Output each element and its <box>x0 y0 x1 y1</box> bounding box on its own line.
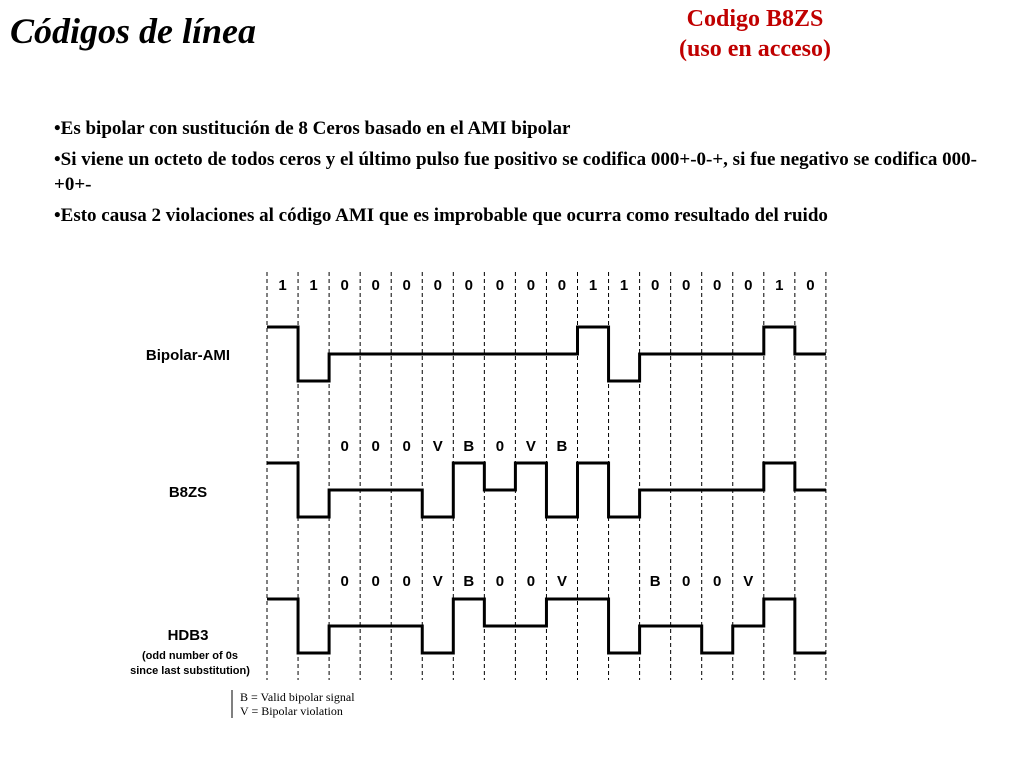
bit-label: 0 <box>526 277 536 294</box>
code-marker: V <box>743 573 754 590</box>
code-marker: 0 <box>402 573 411 590</box>
legend-item: V = Bipolar violation <box>240 704 343 718</box>
signal-sublabel: since last substitution) <box>130 665 250 677</box>
bit-label: 1 <box>588 277 598 294</box>
bit-label: 1 <box>619 277 629 294</box>
code-marker: 0 <box>682 573 691 590</box>
bit-label: 1 <box>309 277 318 294</box>
bit-label: 0 <box>682 277 691 294</box>
code-marker: V <box>556 573 567 590</box>
bullet-item: •Esto causa 2 violaciones al código AMI que es improbable que ocurra como resultado del ruido <box>54 205 828 226</box>
code-marker: 0 <box>713 573 722 590</box>
bit-label: 0 <box>340 277 349 294</box>
bit-label: 0 <box>464 277 473 294</box>
signal-label: B8ZS <box>168 484 208 501</box>
subtitle-line-1: Codigo B8ZS <box>686 6 824 32</box>
code-marker: V <box>432 573 443 590</box>
page-title: Códigos de línea <box>10 11 257 51</box>
bullet-item: •Si viene un octeto de todos ceros y el último pulso fue positivo se codifica 000+-0-+, si fue negativo se codifica 000-+0+- <box>54 149 978 195</box>
bit-label: 1 <box>278 277 287 294</box>
bit-label: 0 <box>713 277 722 294</box>
bit-label: 0 <box>557 277 567 294</box>
bit-label: 0 <box>495 277 505 294</box>
code-marker: B <box>463 573 475 590</box>
code-marker: 0 <box>495 438 505 455</box>
bit-label: 0 <box>744 277 753 294</box>
code-marker: V <box>432 438 443 455</box>
bit-label: 0 <box>371 277 380 294</box>
code-marker: V <box>525 438 536 455</box>
bit-label: 0 <box>433 277 442 294</box>
code-marker: 0 <box>371 438 380 455</box>
code-marker: 0 <box>495 573 505 590</box>
bullet-item: •Es bipolar con sustitución de 8 Ceros basado en el AMI bipolar <box>54 118 571 139</box>
code-marker: 0 <box>402 438 411 455</box>
code-marker: 0 <box>340 573 349 590</box>
signal-waveform <box>267 463 826 517</box>
code-marker: 0 <box>371 573 380 590</box>
signal-label: HDB3 <box>167 627 209 644</box>
code-marker: 0 <box>526 573 536 590</box>
legend-item: B = Valid bipolar signal <box>240 690 355 704</box>
bit-label: 0 <box>650 277 660 294</box>
code-marker: B <box>463 438 475 455</box>
code-marker: 0 <box>340 438 349 455</box>
bit-label: 0 <box>806 277 815 294</box>
bit-label: 1 <box>775 277 784 294</box>
subtitle-line-2: (uso en acceso) <box>679 36 831 62</box>
signal-sublabel: (odd number of 0s <box>142 650 238 662</box>
code-marker: B <box>649 573 661 590</box>
code-marker: B <box>556 438 568 455</box>
signal-label: Bipolar-AMI <box>145 347 231 364</box>
bit-label: 0 <box>402 277 411 294</box>
